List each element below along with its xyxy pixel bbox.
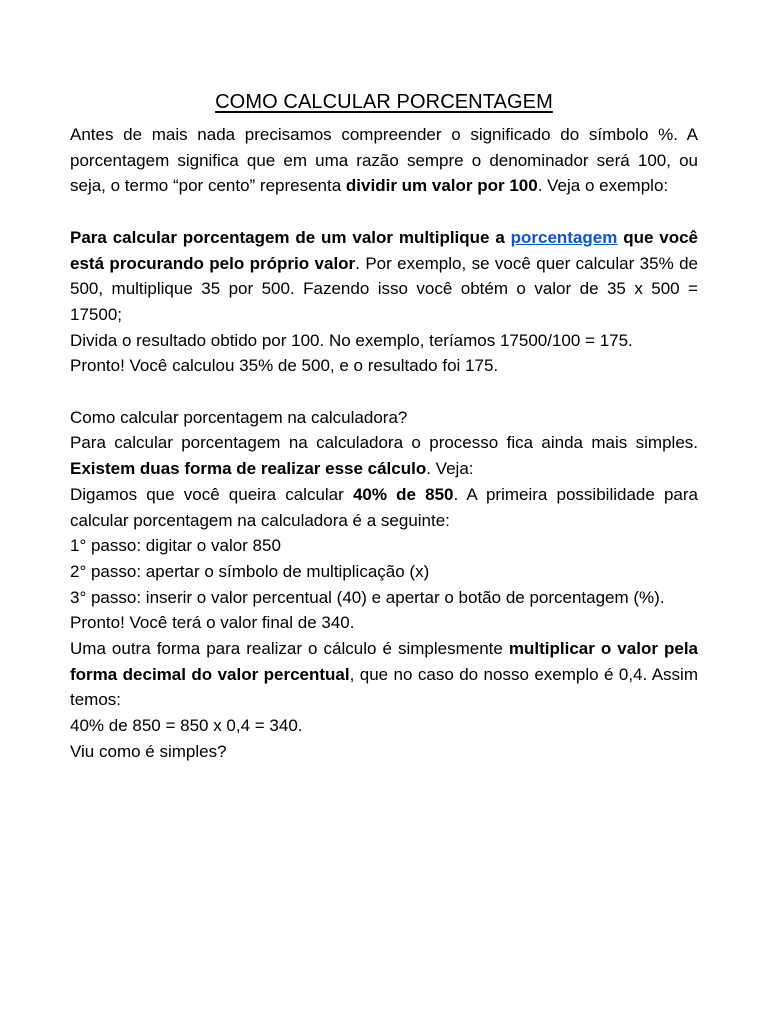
closing-line: Viu como é simples? [70,741,227,761]
final-value-line: Pronto! Você terá o valor final de 340. [70,613,355,633]
alternative-text: Uma outra forma para realizar o cálculo é simplesmente [70,639,509,659]
step-text: . Por exemplo, se você quer calcular 35% de 500, multiplique 35 por 500. Fazendo isso você obtém o valor de 35 x 500 = 17500; [70,253,699,324]
step-1-line: 1° passo: digitar o valor 850 [70,536,281,556]
intro-text-end: . Veja o exemplo: [537,176,669,196]
done-line: Pronto! Você calculou 35% de 500, e o resultado foi 175. [70,356,499,376]
step-bold-text-2: que você está procurando pelo próprio valor [70,227,699,273]
step-2-line: 2° passo: apertar o símbolo de multiplicação (x) [70,561,430,581]
calculator-intro-text: Para calcular porcentagem na calculadora o processo fica ainda mais simples. [70,433,698,453]
alternative-text-end: , que no caso do nosso exemplo é 0,4. Assim temos: [70,664,698,710]
document-title: COMO CALCULAR PORCENTAGEM [215,91,553,113]
calculator-intro-text-end: . Veja: [426,459,474,479]
intro-bold-text: dividir um valor por 100 [345,176,538,196]
example-intro-text: Digamos que você queira calcular [70,484,353,504]
example-intro-paragraph [70,482,698,533]
divide-line: Divida o resultado obtido por 100. No exemplo, teríamos 17500/100 = 175. [70,330,633,350]
document-page [70,89,698,765]
calculator-question: Como calcular porcentagem na calculadora? [70,407,408,427]
calculator-intro-paragraph [70,430,698,481]
alternative-paragraph [70,636,698,713]
intro-text: Antes de mais nada precisamos compreender o significado do símbolo %. A porcentagem significa que em uma razão sempre o denominador será 100, ou seja, o termo “por cento” representa [70,125,698,196]
example-intro-text-end: . A primeira possibilidade para calcular porcentagem na calculadora é a seguinte: [70,484,698,530]
paragraph-spacer [70,199,698,225]
calculator-intro-bold-text: Existem duas forma de realizar esse cálculo [70,459,427,479]
paragraph-spacer [70,379,698,405]
alternative-bold-text: multiplicar o valor pela forma decimal do valor percentual [70,639,698,684]
intro-paragraph [70,122,698,199]
step-paragraph [70,225,698,328]
example-intro-bold-text: 40% de 850 [352,484,454,504]
step-bold-text: Para calcular porcentagem de um valor multiplique a [70,227,511,247]
step-3-line: 3° passo: inserir o valor percentual (40) e apertar o botão de porcentagem (%). [70,587,665,607]
porcentagem-link[interactable]: porcentagem [510,227,618,247]
formula-line: 40% de 850 = 850 x 0,4 = 340. [70,716,303,736]
